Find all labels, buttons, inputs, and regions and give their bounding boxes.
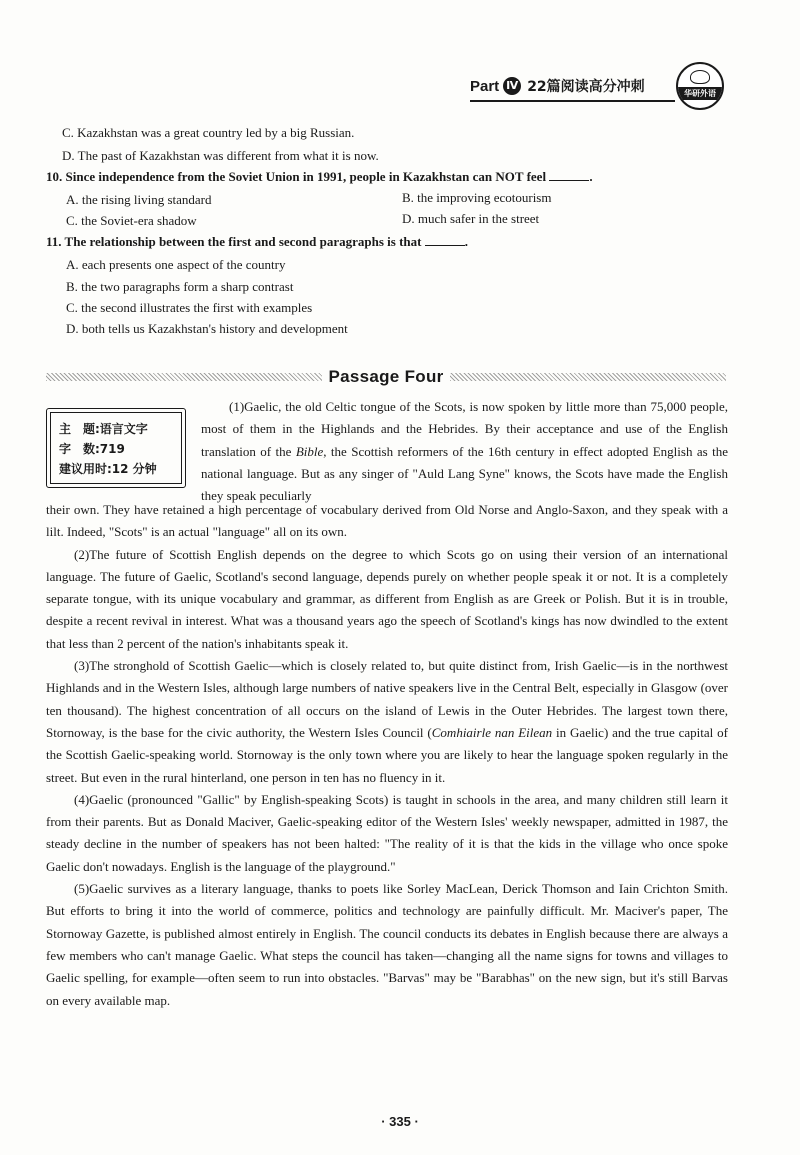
part-label: Part	[470, 77, 500, 95]
section-subtitle: 22篇阅读高分冲刺	[527, 79, 645, 95]
part-number-badge: Ⅳ	[503, 77, 521, 95]
page-number: · 335 ·	[381, 1114, 419, 1129]
q9-option-c: C. Kazakhstan was a great country led by a big Russian.	[62, 125, 355, 140]
paragraph-1-continued: their own. They have retained a high percentage of vocabulary derived from Old Norse and Anglo-Saxon, and they speak with a lilt. Indeed, "Scots" is an actual "language" all on its own.	[46, 502, 728, 540]
passage-body	[46, 499, 728, 1012]
paragraph-4: (4)Gaelic (pronounced "Gallic" by English-speaking Scots) is taught in schools in the area, and many children still learn it from their parents. But as Donald Maciver, Gaelic-speaking editor of the Western Isles' weekly newspaper, admitted in 1987, the steady decline in the number of speakers has not been halted: "The reality of it is that the kids in the village who once spoke Gaelic don't nowadays. English is the language of the playground."	[46, 791, 728, 874]
info-suggested-time: 建议用时:12 分钟	[59, 462, 157, 476]
q11-option-a: A. each presents one aspect of the country	[66, 257, 286, 272]
q11-stem-end: .	[464, 234, 468, 249]
paragraph-1-wrapped	[201, 396, 728, 507]
page-header	[470, 68, 645, 104]
q10-stem	[46, 169, 593, 185]
publisher-logo	[676, 62, 724, 110]
q11-stem-text: 11. The relationship between the first and second paragraphs is that	[46, 234, 422, 249]
q9-option-d: D. The past of Kazakhstan was different from what it is now.	[62, 148, 379, 163]
p1-text-b: , the Scottish reformers of the 16th century in effect adopted English as the national language. But as any singer of "Auld Lang Syne" knows, the Scots have made the English they speak peculiarly	[201, 443, 728, 504]
paragraph-3	[46, 655, 728, 789]
p1-bible: Bible	[295, 443, 324, 459]
p3-text-a: (3)The stronghold of Scottish Gaelic—which is closely related to, but quite distinct from, Irish Gaelic—is in the northwest Highlands and in the Western Isles, although large numbers of native speakers live in the Central Belt, especially in Glasgow (over ten thousand). The highest concentration of all occurs on the island of Lewis in the Outer Hebrides. The largest town there, Stornoway, is the base for the civic authority, the Western Isles Council (	[46, 658, 728, 740]
q11-blank	[425, 234, 465, 246]
header-rule	[470, 100, 675, 102]
p3-text-b: in Gaelic) and the true capital of the Scottish Gaelic-speaking world. Stornoway is the only town where you are likely to hear the language spoken regularly in the street. But even in the rural hinterland, one person in ten has no fluency in it.	[46, 724, 728, 785]
q11-option-b: B. the two paragraphs form a sharp contrast	[66, 279, 294, 294]
q10-option-b: B. the improving ecotourism	[402, 190, 552, 205]
q10-stem-end: .	[589, 169, 593, 184]
q11-stem	[46, 234, 468, 250]
info-word-count: 字 数:719	[59, 442, 125, 456]
passage-info-inner	[50, 412, 182, 484]
q10-option-a: A. the rising living standard	[66, 192, 212, 207]
info-topic: 主 题:语言文字	[59, 422, 148, 436]
p3-gaelic-name: Comhiairle nan Eilean	[431, 724, 553, 740]
logo-text: 华研外语	[678, 87, 722, 100]
paragraph-2: (2)The future of Scottish English depends on the degree to which Scots go on using their version of an international language. The future of Gaelic, Scotland's second language, depends purely on whether people speak it or not. It is a completely separate tongue, with its unique vocabulary and grammar, as different from English as are Greek or Polish. But it is in trouble, despite a recent revival in interest. What was a thousand years ago the speech of Scotland's kings has now dwindled to the extent that less than 2 percent of the nation's inhabitants speak it.	[46, 546, 728, 651]
logo-mascot-icon	[690, 70, 710, 84]
q11-option-c: C. the second illustrates the first with examples	[66, 300, 313, 315]
heading-hatch-right	[450, 373, 726, 381]
q11-option-d: D. both tells us Kazakhstan's history and development	[66, 321, 348, 336]
q10-blank	[549, 169, 589, 181]
p1-text-a: (1)Gaelic, the old Celtic tongue of the Scots, is now spoken by little more than 75,000 people, most of them in the Highlands and the Hebrides. By their acceptance and use of the English translation of the	[201, 399, 728, 459]
paragraph-5: (5)Gaelic survives as a literary language, thanks to poets like Sorley MacLean, Derick Thomson and Iain Crichton Smith. But efforts to bring it into the world of commerce, politics and technology are painfully difficult. Mr. Maciver's paper, The Stornoway Gazette, is published almost entirely in English. The council conducts its debates in English because there are always a few members who can't manage Gaelic. What steps the council has taken—changing all the name signs for towns and villages to Gaelic spelling, for example—often seem to run into obstacles. "Barvas" may be "Barabhas" on the new sign, but it's still Barvas on every available map.	[46, 881, 728, 1008]
heading-hatch-left	[46, 373, 322, 381]
passage-info-box	[46, 408, 186, 488]
q10-option-c: C. the Soviet-era shadow	[66, 213, 197, 228]
q10-stem-text: 10. Since independence from the Soviet Union in 1991, people in Kazakhstan can NOT feel	[46, 169, 547, 184]
passage-heading	[46, 366, 726, 388]
q10-option-d: D. much safer in the street	[402, 211, 540, 226]
passage-title: Passage Four	[328, 367, 444, 386]
